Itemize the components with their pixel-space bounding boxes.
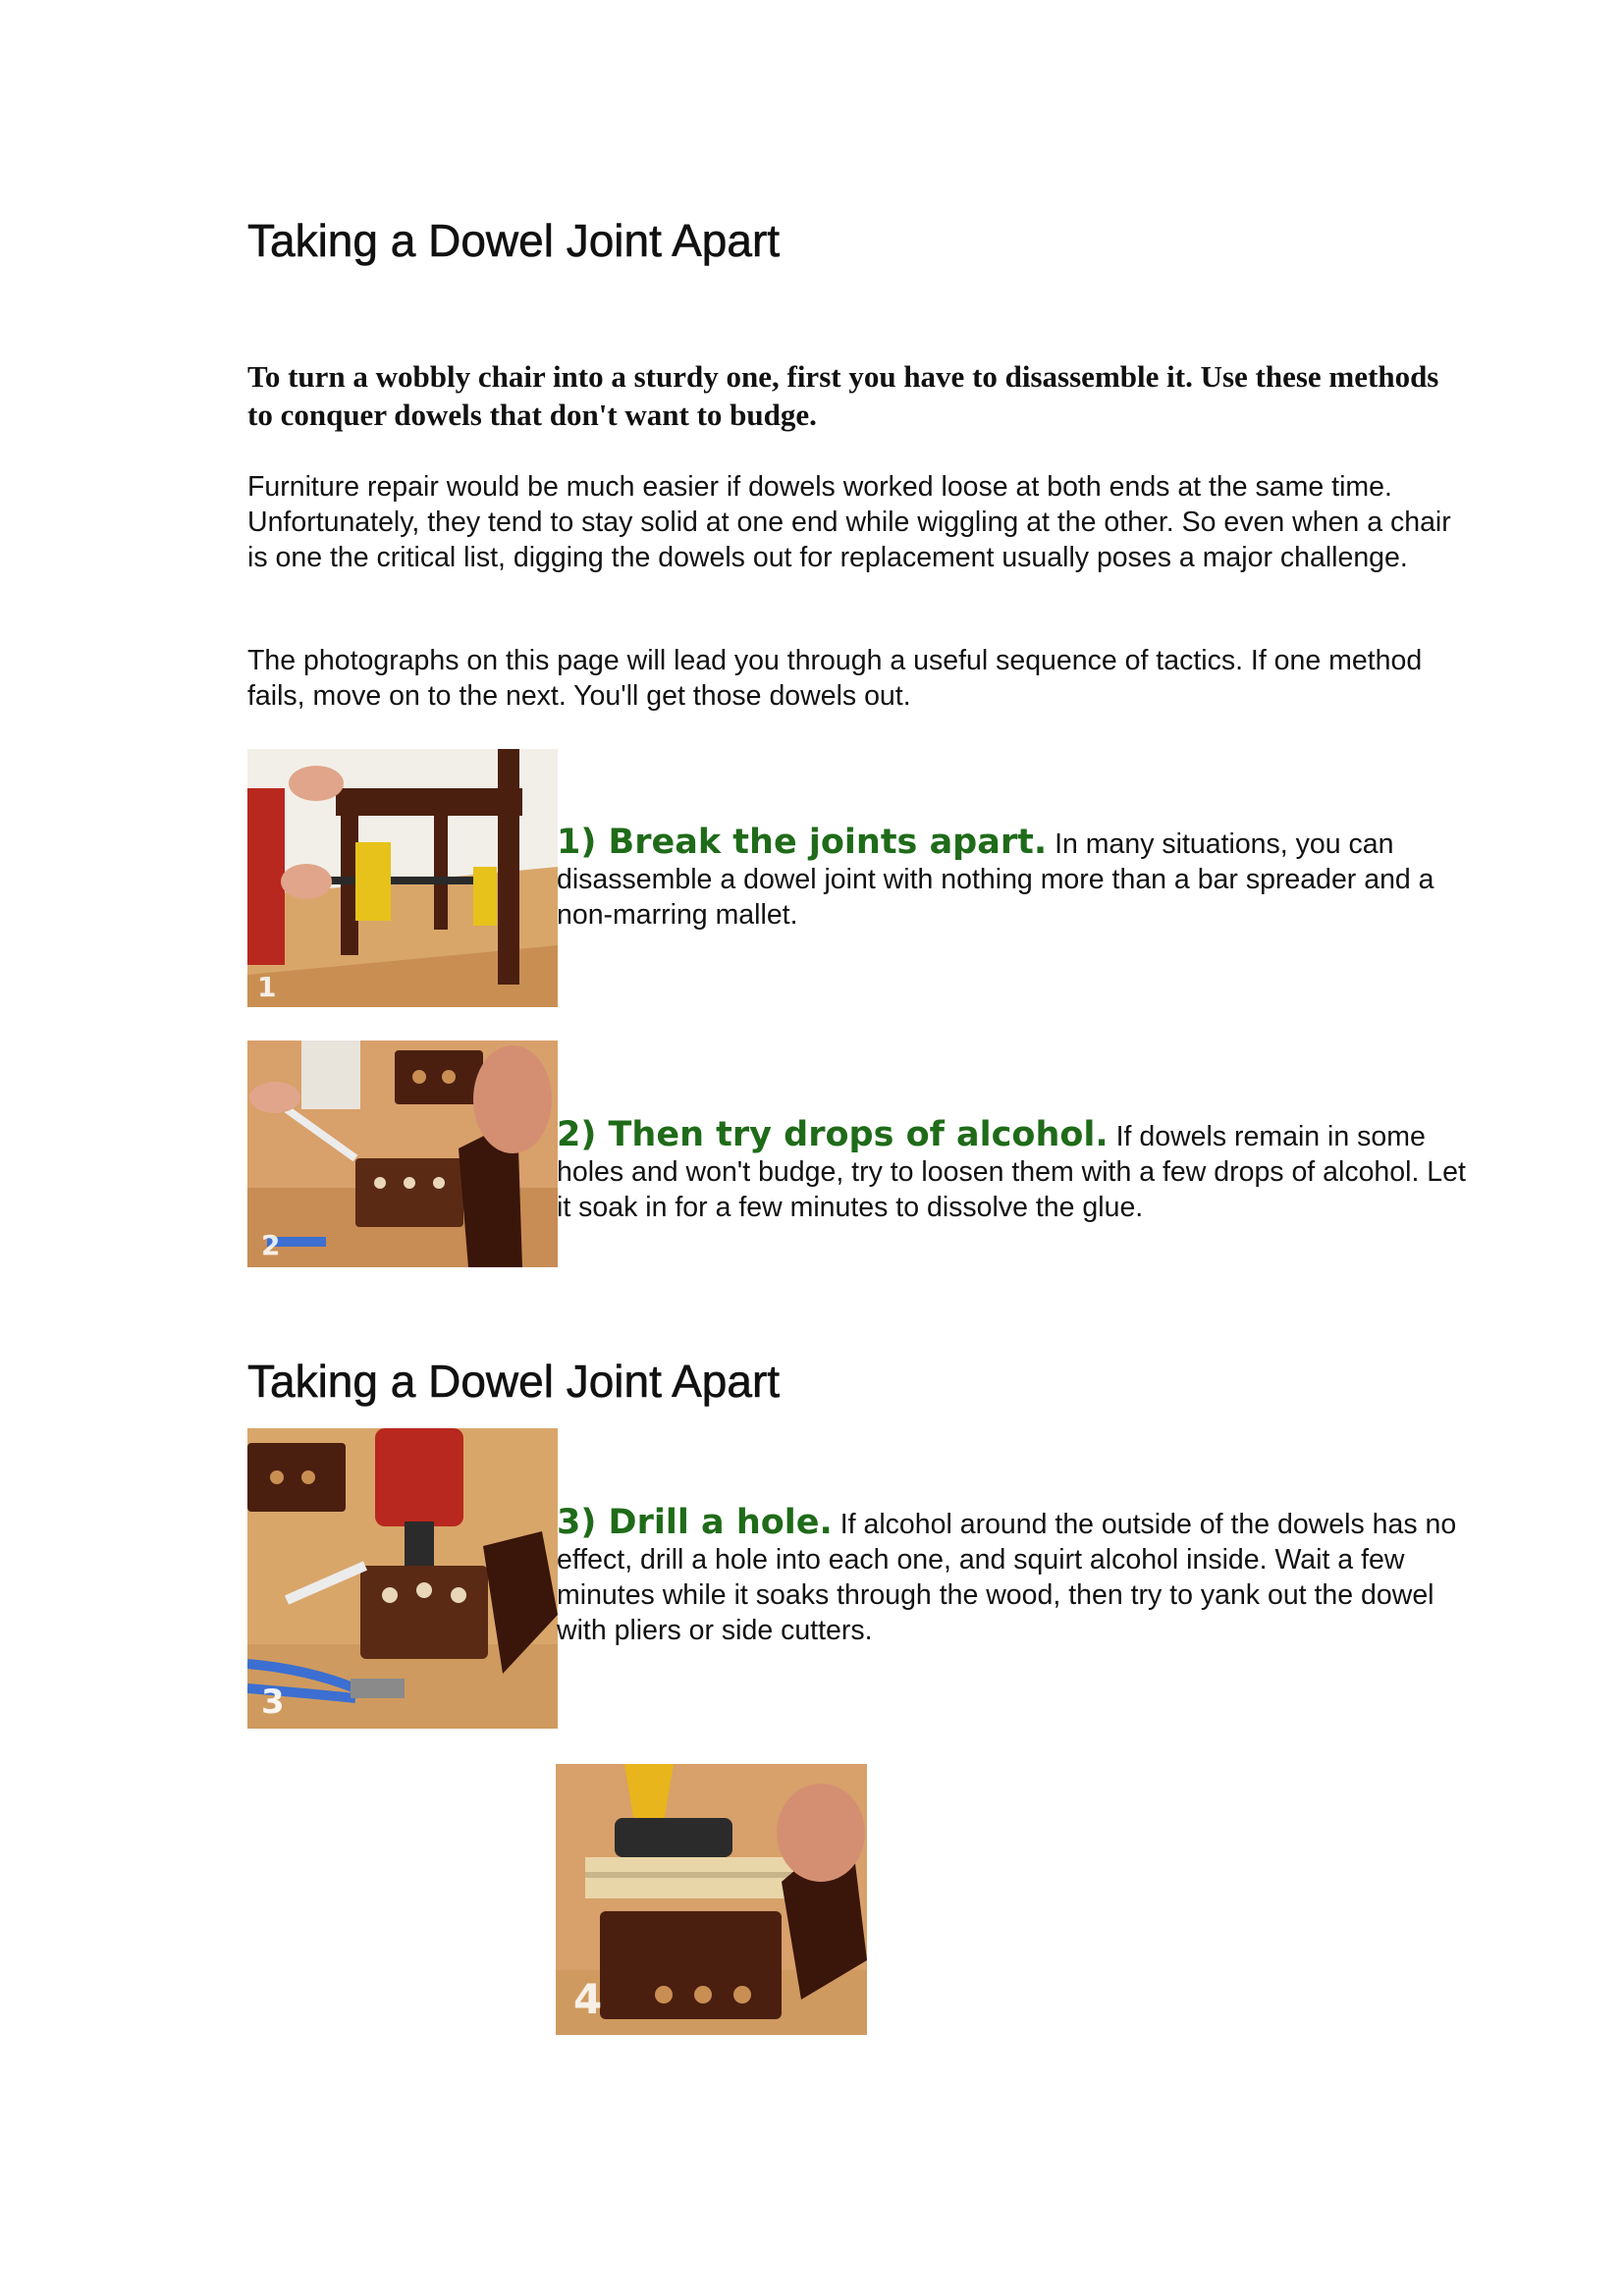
step-3-photo: [247, 1428, 558, 1729]
step-2-text: [557, 1117, 1470, 1225]
step-2-heading: 2) Then try drops of alcohol.: [557, 1115, 1109, 1154]
step-2-body: If dowels remain in some holes and won't budge, try to loosen them with a few drops of alcohol. Let it soak in for a few minutes to dissolve the glue.: [557, 1121, 1466, 1223]
step-1-body: In many situations, you can disassemble a dowel joint with nothing more than a bar spreader and a non-marring mallet.: [557, 828, 1434, 931]
step-3-heading: 3) Drill a hole.: [557, 1503, 833, 1542]
intro-paragraph: The photographs on this page will lead you through a useful sequence of tactics. If one method fails, move on to the next. You'll get those dowels out.: [247, 645, 1423, 712]
step-1-photo: [247, 749, 558, 1007]
section-title: Taking a Dowel Joint Apart: [247, 1356, 781, 1407]
step-3-body: If alcohol around the outside of the dowels has no effect, drill a hole into each one, and squirt alcohol inside. Wait a few minutes while it soaks through the wood, then try to yank out the dowel with pliers or side cutters.: [557, 1509, 1457, 1646]
step-1-heading: 1) Break the joints apart.: [557, 823, 1048, 862]
photo-number-label: 2: [261, 1229, 281, 1261]
page-title: Taking a Dowel Joint Apart: [247, 215, 781, 266]
photo-number-label: 4: [573, 1975, 603, 2023]
photo-number-label: 1: [257, 971, 277, 1003]
photo-number-label: 3: [261, 1682, 285, 1722]
lead-paragraph: To turn a wobbly chair into a sturdy one, first you have to disassemble it. Use these methods to conquer dowels that don't want to budge.: [247, 359, 1439, 432]
step-3-text: [557, 1505, 1470, 1648]
step-2-photo: [247, 1041, 558, 1267]
step-4-photo: [556, 1764, 867, 2035]
step-1-text: [557, 825, 1470, 933]
intro-paragraph: Furniture repair would be much easier if dowels worked loose at both ends at the same time. Unfortunately, they tend to stay solid at one end while wiggling at the other. So even when a chair is one the critical list, digging the dowels out for replacement usually poses a major challenge.: [247, 471, 1451, 573]
